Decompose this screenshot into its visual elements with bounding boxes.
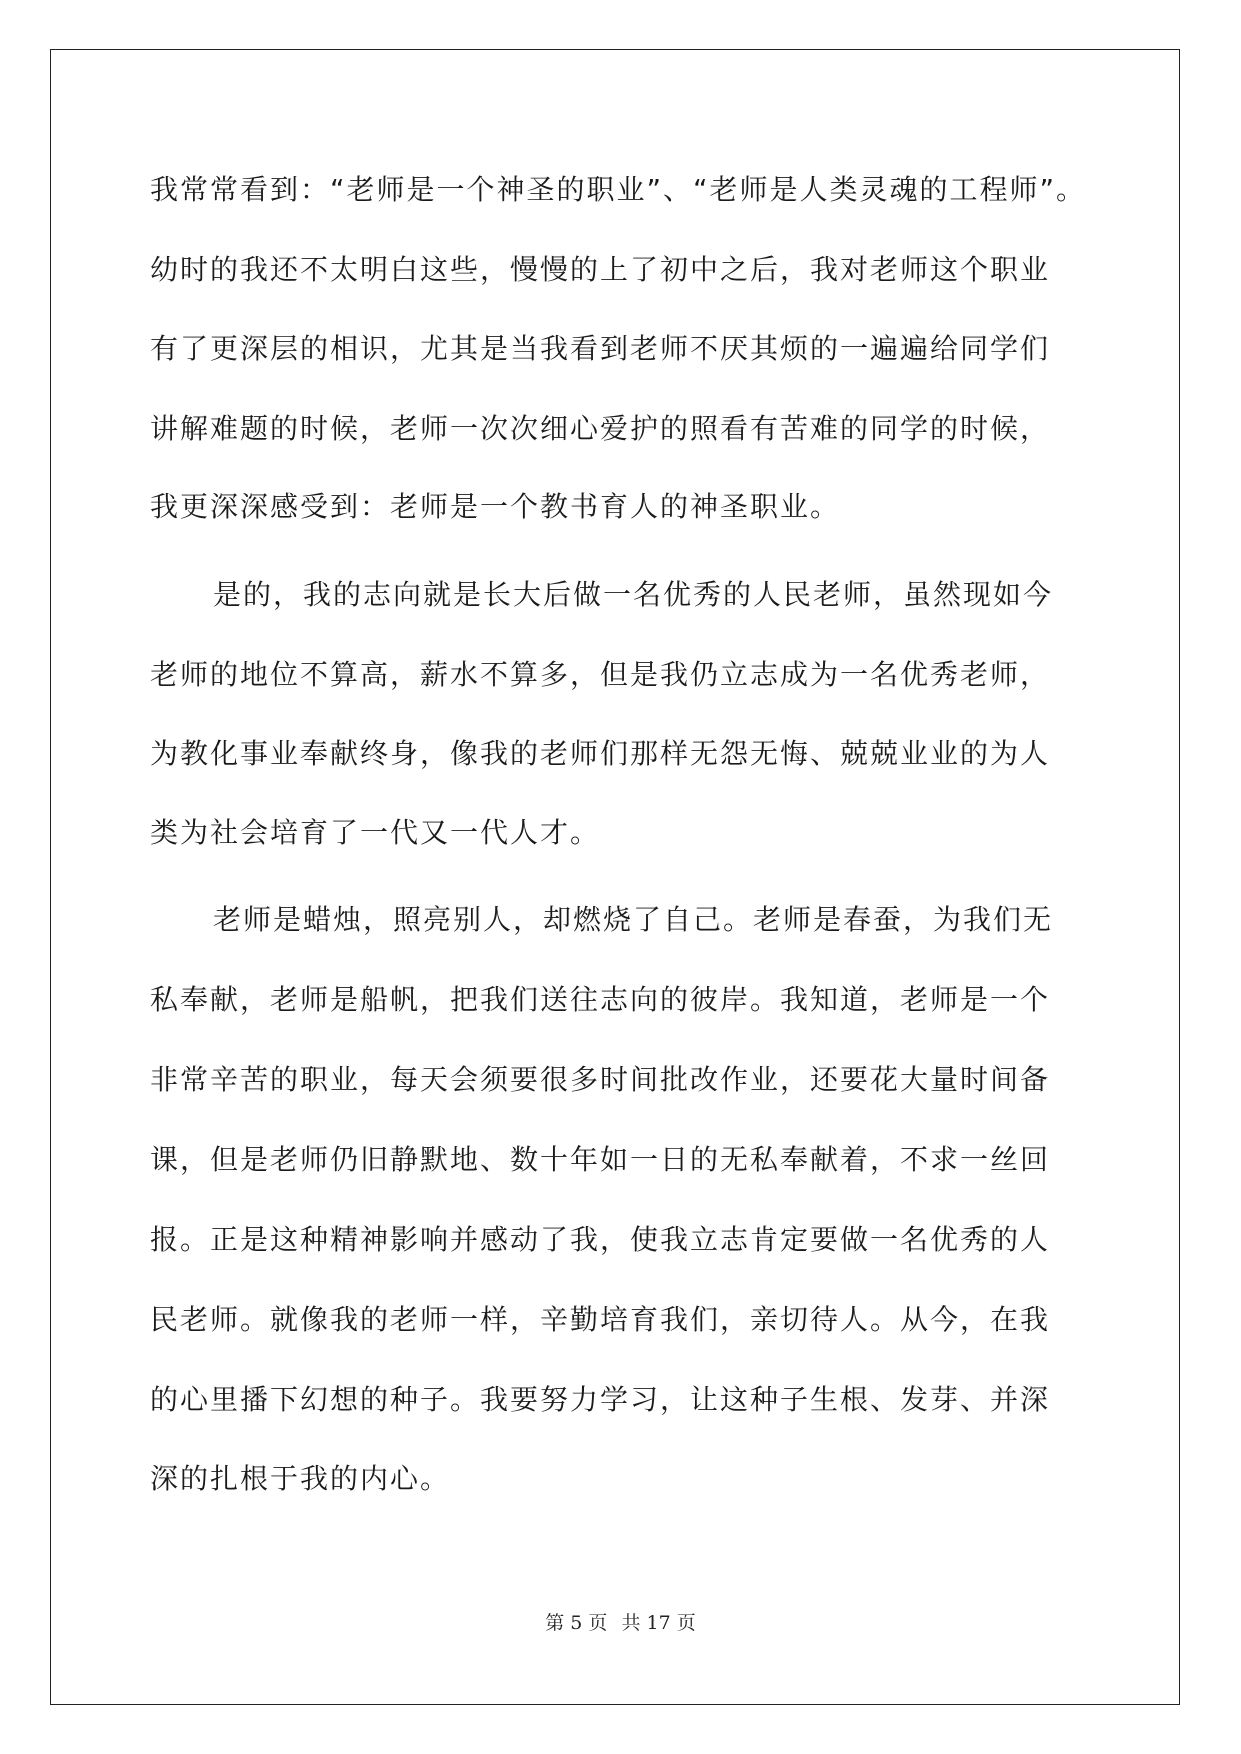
text-line: 私奉献，老师是船帆，把我们送往志向的彼岸。我知道，老师是一个 (150, 983, 1051, 1016)
text-line: 民老师。就像我的老师一样，辛勤培育我们，亲切待人。从今，在我 (150, 1303, 1051, 1336)
text-line: 的心里播下幻想的种子。我要努力学习，让这种子生根、发芽、并深 (150, 1383, 1051, 1416)
page-border (50, 49, 1180, 1705)
text-line: 讲解难题的时候，老师一次次细心爱护的照看有苦难的同学的时候， (150, 412, 1051, 445)
text-line: 为教化事业奉献终身，像我的老师们那样无怨无悔、兢兢业业的为人 (150, 737, 1051, 770)
page-total: 共 17 页 (621, 1612, 696, 1634)
page-number: 第 5 页 (545, 1612, 608, 1634)
paragraph-first-line: 是的，我的志向就是长大后做一名优秀的人民老师，虽然现如今 (213, 578, 1054, 611)
text-line: 幼时的我还不太明白这些，慢慢的上了初中之后，我对老师这个职业 (150, 253, 1051, 286)
text-line: 有了更深层的相识，尤其是当我看到老师不厌其烦的一遍遍给同学们 (150, 332, 1051, 365)
paragraph-first-line: 老师是蜡烛，照亮别人，却燃烧了自己。老师是春蚕，为我们无 (213, 903, 1054, 936)
text-line: 类为社会培育了一代又一代人才。 (150, 816, 601, 849)
text-line: 我更深深感受到：老师是一个教书育人的神圣职业。 (150, 490, 841, 523)
text-line: 老师的地位不算高，薪水不算多，但是我仍立志成为一名优秀老师， (150, 658, 1051, 691)
text-line: 深的扎根于我的内心。 (150, 1462, 451, 1495)
text-line: 报。正是这种精神影响并感动了我，使我立志肯定要做一名优秀的人 (150, 1223, 1051, 1256)
text-line: 我常常看到：“老师是一个神圣的职业”、“老师是人类灵魂的工程师”。 (150, 173, 1087, 206)
text-line: 课，但是老师仍旧静默地、数十年如一日的无私奉献着，不求一丝回 (150, 1143, 1051, 1176)
text-line: 非常辛苦的职业，每天会须要很多时间批改作业，还要花大量时间备 (150, 1063, 1051, 1096)
page-footer (0, 1608, 1241, 1635)
